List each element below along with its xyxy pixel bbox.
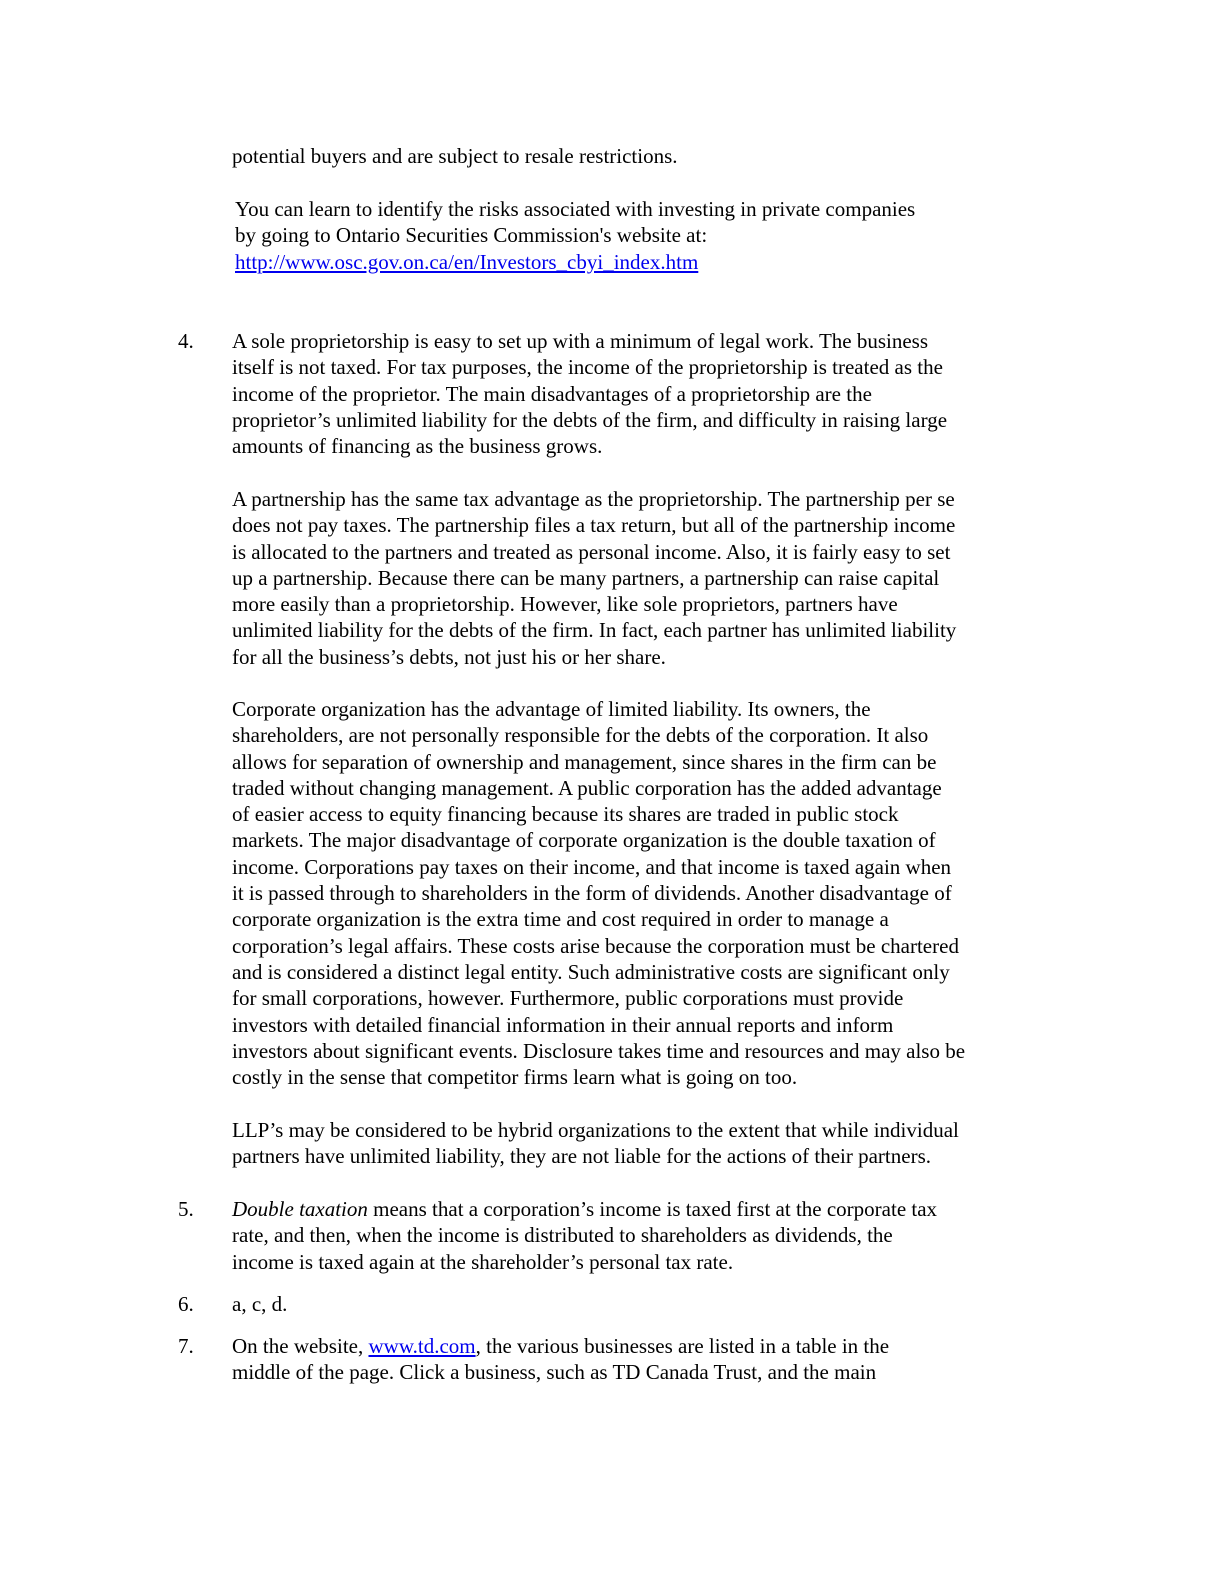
text-line: amounts of financing as the business grows. xyxy=(232,434,603,459)
osc-note-paragraph xyxy=(235,196,1085,275)
text-line: by going to Ontario Securities Commission's website at: xyxy=(235,223,708,248)
text-line: LLP’s may be considered to be hybrid organizations to the extent that while individual xyxy=(232,1118,959,1142)
term-double-taxation: Double taxation xyxy=(232,1197,368,1221)
text-fragment: On the website, xyxy=(232,1334,369,1358)
text-line: unlimited liability for the debts of the firm. In fact, each partner has unlimited liability xyxy=(232,618,957,643)
answer-number: 7. xyxy=(178,1334,194,1358)
answer-6-paragraph xyxy=(232,1291,1082,1317)
text-fragment: means that a corporation’s income is taxed first at the corporate tax xyxy=(367,1197,938,1221)
text-line: middle of the page. Click a business, such as TD Canada Trust, and the main xyxy=(232,1360,877,1385)
text-line: for small corporations, however. Furthermore, public corporations must provide xyxy=(232,986,904,1011)
text-line: traded without changing management. A public corporation has the added advantage xyxy=(232,775,942,800)
text-line: partners have unlimited liability, they are not liable for the actions of their partners. xyxy=(232,1144,931,1169)
text-line: income. Corporations pay taxes on their income, and that income is taxed again when xyxy=(232,854,952,879)
text-line: corporate organization is the extra time and cost required in order to manage a xyxy=(232,907,889,932)
text-line: does not pay taxes. The partnership files a tax return, but all of the partnership income xyxy=(232,513,956,538)
text-line: shareholders, are not personally responsible for the debts of the corporation. It also xyxy=(232,723,929,748)
answer-number: 5. xyxy=(178,1197,194,1221)
answer-4-paragraph-3 xyxy=(232,696,1082,1090)
text-line: it is passed through to shareholders in the form of dividends. Another disadvantage of xyxy=(232,881,952,906)
text-line: income of the proprietor. The main disadvantages of a proprietorship are the xyxy=(232,381,872,406)
text-line: more easily than a proprietorship. However, like sole proprietors, partners have xyxy=(232,592,898,617)
text-line: potential buyers and are subject to resale restrictions. xyxy=(232,144,678,168)
text-fragment: , the various businesses are listed in a table in the xyxy=(475,1334,890,1358)
text-line: of easier access to equity financing because its shares are traded in public stock xyxy=(232,802,899,827)
text-line: and is considered a distinct legal entity. Such administrative costs are significant only xyxy=(232,959,950,984)
answer-5-paragraph xyxy=(232,1196,1082,1275)
answer-4-paragraph-4 xyxy=(232,1117,1082,1170)
answer-4-paragraph-1 xyxy=(232,328,1082,459)
continuation-paragraph xyxy=(232,143,1082,169)
text-line: up a partnership. Because there can be many partners, a partnership can raise capital xyxy=(232,565,940,590)
text-line: You can learn to identify the risks associated with investing in private companies xyxy=(235,197,916,221)
text-line: investors with detailed financial information in their annual reports and inform xyxy=(232,1012,894,1037)
text-line: for all the business’s debts, not just his or her share. xyxy=(232,644,666,669)
text-line xyxy=(232,1333,1082,1359)
text-line: A partnership has the same tax advantage as the proprietorship. The partnership per se xyxy=(232,487,955,511)
text-line: corporation’s legal affairs. These costs arise because the corporation must be chartered xyxy=(232,933,959,958)
text-line: Corporate organization has the advantage of limited liability. Its owners, the xyxy=(232,697,871,721)
answer-number: 6. xyxy=(178,1292,194,1316)
text-line: investors about significant events. Disclosure takes time and resources and may also be xyxy=(232,1038,966,1063)
text-line: is allocated to the partners and treated as personal income. Also, it is fairly easy to set xyxy=(232,539,951,564)
answer-7-paragraph xyxy=(232,1333,1082,1386)
td-website-link[interactable]: www.td.com xyxy=(368,1334,476,1358)
answer-number: 4. xyxy=(178,329,194,353)
text-line xyxy=(232,1196,1082,1222)
text-line: rate, and then, when the income is distributed to shareholders as dividends, the xyxy=(232,1223,893,1248)
text-line: a, c, d. xyxy=(232,1292,288,1316)
text-line: costly in the sense that competitor firms learn what is going on too. xyxy=(232,1065,798,1090)
text-line: income is taxed again at the shareholder’s personal tax rate. xyxy=(232,1249,734,1274)
text-line: proprietor’s unlimited liability for the debts of the firm, and difficulty in raising large xyxy=(232,407,948,432)
text-line: A sole proprietorship is easy to set up with a minimum of legal work. The business xyxy=(232,329,929,353)
text-line: markets. The major disadvantage of corporate organization is the double taxation of xyxy=(232,828,936,853)
text-line: allows for separation of ownership and management, since shares in the firm can be xyxy=(232,749,937,774)
text-line: itself is not taxed. For tax purposes, the income of the proprietorship is treated as the xyxy=(232,355,943,380)
answer-4-paragraph-2 xyxy=(232,486,1082,670)
osc-website-link[interactable]: http://www.osc.gov.on.ca/en/Investors_cbyi_index.htm xyxy=(235,249,699,274)
